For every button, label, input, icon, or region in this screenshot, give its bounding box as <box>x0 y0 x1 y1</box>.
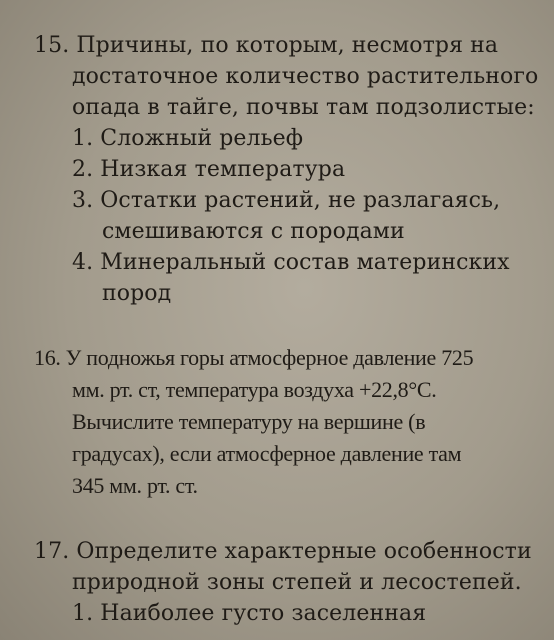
q16-line-5: 345 мм. рт. ст. <box>72 473 198 498</box>
q15-option-3: 3. Остатки растений, не разлагаясь, <box>72 188 501 213</box>
q15-line-1: 15. Причины, по которым, несмотря на <box>34 33 499 58</box>
q16-line-1: 16. У подножья горы атмосферное давление 725 <box>34 345 474 370</box>
q17-line-1: 17. Определите характерные особенности <box>34 539 532 564</box>
q17-line-2: природной зоны степей и лесостепей. <box>72 570 522 595</box>
q16-line-4: градусах), если атмосферное давление там <box>72 441 462 466</box>
q15-option-4-cont: пород <box>102 281 172 306</box>
question-15 <box>34 30 539 309</box>
q15-option-4: 4. Минеральный состав материнских <box>72 250 510 275</box>
q16-line-3: Вычислите температуру на вершине (в <box>72 409 426 434</box>
q15-line-2: достаточное количество растительного <box>72 64 539 89</box>
question-16 <box>34 342 534 502</box>
q15-option-2: 2. Низкая температура <box>72 157 346 182</box>
q15-option-1: 1. Сложный рельеф <box>72 126 304 151</box>
q17-option-1: 1. Наиболее густо заселенная <box>72 601 427 626</box>
question-17 <box>34 536 534 629</box>
q15-option-3-cont: смешиваются с породами <box>102 219 405 244</box>
q16-line-2: мм. рт. ст, температура воздуха +22,8°С. <box>72 377 437 402</box>
q15-line-3: опада в тайге, почвы там подзолистые: <box>72 95 535 120</box>
